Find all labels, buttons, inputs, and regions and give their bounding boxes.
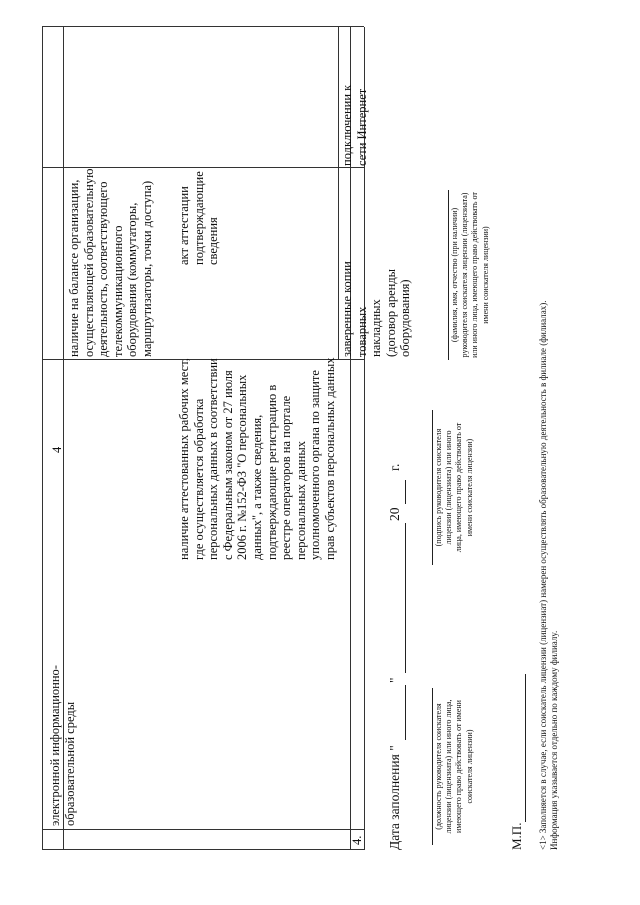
full-name-line[interactable] (448, 190, 449, 360)
condition-line: персональных данных в соответствии (206, 358, 221, 560)
condition-line: телекоммуникационного (110, 225, 125, 357)
footnote (538, 20, 560, 850)
caption-line: руководителя соискателя лицензии (лицензиата) (460, 192, 470, 358)
document-line: накладных (369, 299, 384, 357)
condition-line: оборудования (коммутаторы, (125, 202, 140, 357)
table-document-cell (177, 171, 221, 265)
caption-line: имени соискателя лицензии) (464, 438, 474, 537)
table-border-left (42, 27, 43, 850)
condition-line: наличие на балансе организации, (67, 179, 81, 357)
caption-line: или иного лица, имеющего право действовать от (470, 192, 480, 358)
condition-line: деятельность, соответствующего (96, 181, 111, 357)
table-document-cell (340, 261, 413, 357)
document-line: (договор аренды (383, 268, 398, 357)
name-line: электронной информационно- (48, 665, 62, 826)
position-caption (434, 683, 475, 850)
document-line: оборудования) (398, 279, 413, 357)
caption-line: лицензии (лицензиата) или иного лица, (444, 699, 454, 834)
name-line: образовательной среды (62, 701, 77, 826)
caption-line: соискателя лицензии) (464, 729, 474, 804)
caption-line: (подпись руководителя соискателя (434, 428, 443, 547)
date-year-suffix: г. (387, 463, 402, 471)
table-column-divider (338, 27, 339, 360)
full-name-caption (450, 180, 491, 370)
caption-line: имени соискателя лицензии) (480, 226, 490, 324)
document-line: заверенные копии (340, 261, 354, 357)
caption-line: лица, имеющего право действовать от (454, 422, 464, 553)
table-top-edge (42, 26, 364, 27)
condition-line: прав субъектов персональных данных (322, 357, 337, 560)
table-condition-cell (177, 358, 338, 561)
document-line: товарных (354, 306, 369, 357)
table-name-cell (48, 665, 77, 826)
signature-line[interactable] (432, 410, 433, 565)
date-quote-close: " (387, 677, 402, 683)
stamp-label: М.П. (509, 822, 524, 850)
condition-line: наличие аттестованных рабочих мест, (177, 358, 191, 560)
table-condition-cell (67, 169, 155, 357)
date-year-prefix: 20 (387, 507, 402, 521)
signature-caption (434, 405, 475, 570)
document-line: акт аттестации (177, 186, 191, 265)
table-row-number: 4. (350, 835, 364, 845)
table-row-divider (42, 829, 364, 830)
caption-line: (должность руководителя соискателя (434, 703, 443, 830)
condition-line: персональных данных (293, 441, 308, 560)
condition-line: подтверждающие регистрацию в (264, 384, 279, 560)
condition-line: данных", а также сведения, (249, 414, 264, 560)
condition-line: где осуществляется обработка (191, 398, 206, 560)
document-line: сведения (206, 217, 221, 265)
stamp-line[interactable] (525, 674, 526, 822)
date-day-field[interactable] (405, 685, 406, 740)
position-signature-line[interactable] (432, 688, 433, 845)
caption-line: имеющего право действовать от имени (454, 700, 464, 833)
condition-line: уполномоченного органа по защите (308, 370, 323, 560)
condition-line: осуществляющей образовательную (81, 168, 96, 357)
condition-line: реестре операторов на портале (279, 395, 294, 560)
date-year-field[interactable] (405, 480, 406, 504)
condition-line: с Федеральным законом от 27 июля (220, 370, 235, 560)
date-label: Дата заполнения " (387, 745, 402, 850)
caption-line: лицензии (лицензиата) или иного (444, 430, 454, 545)
requirement-line: сети Интернет (354, 88, 369, 166)
date-month-field[interactable] (405, 523, 406, 673)
table-continued-cell (340, 85, 369, 166)
footnote-line: Информация указывается отдельно по каждому филиалу. (549, 630, 559, 850)
table-bottom-edge (42, 849, 364, 850)
requirement-line: подключении к (340, 84, 354, 166)
condition-line: маршрутизаторы, точки доступа) (139, 180, 154, 357)
page-number: 4 (50, 446, 64, 453)
document-line: подтверждающие (191, 171, 206, 265)
footnote-line: <1> Заполняется в случае, если соискатель лицензии (лицензиат) намерен осуществлять образовательную деятельность в филиале (филиалах). (538, 300, 548, 850)
caption-line: (фамилия, имя, отчество (при наличии) (450, 207, 459, 343)
condition-line: 2006 г. №152-ФЗ "О персональных (235, 374, 250, 560)
